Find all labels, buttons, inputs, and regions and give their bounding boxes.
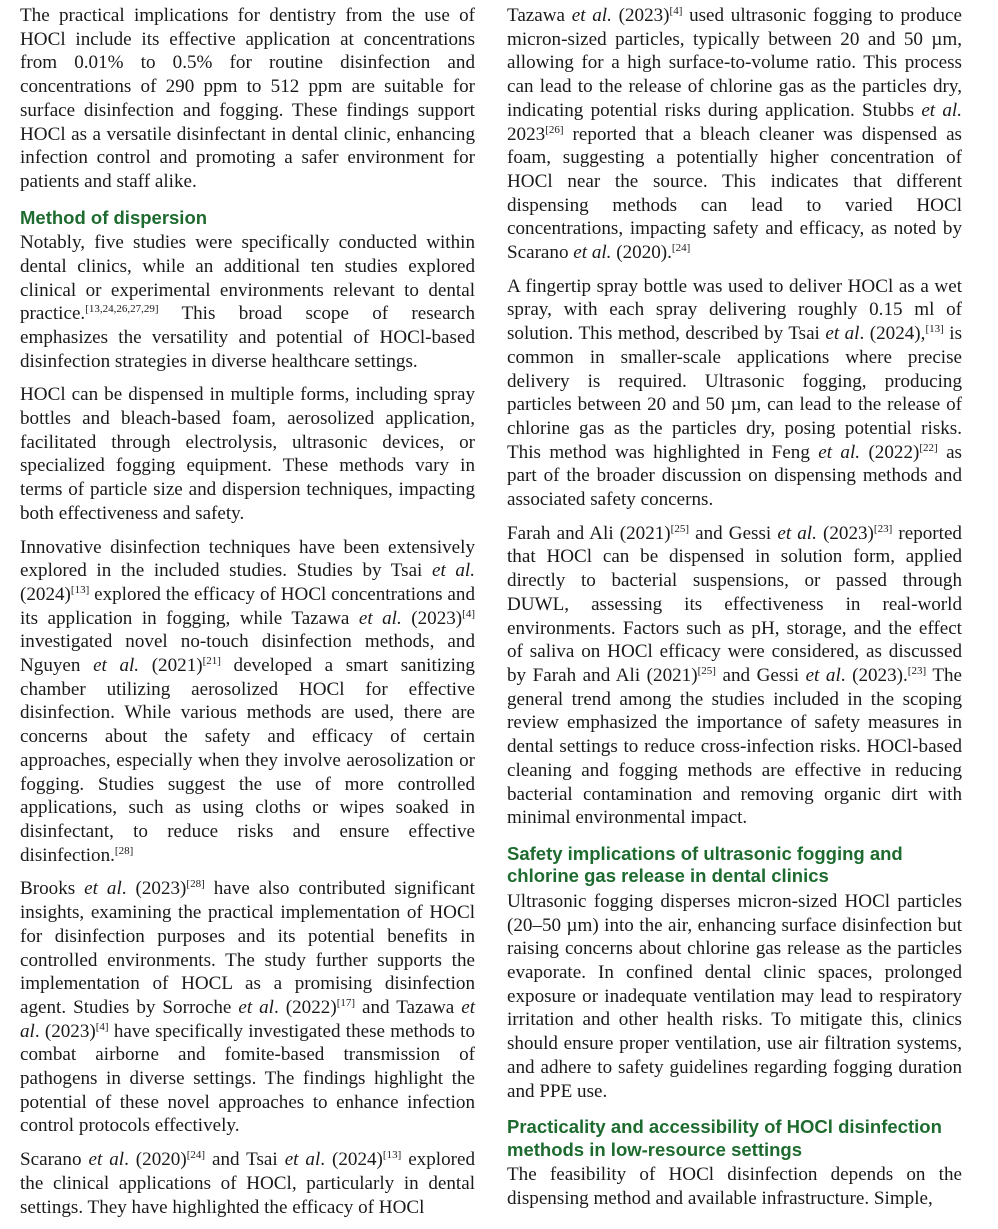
text-run: developed a smart sanitizing chamber utilizing aerosolized HOCl for effective disinfection. While various methods are used, there are concerns about the safety and efficacy of certain approaches, especially when they involve aerosolization or fogging. Studies suggest the use of more controlled applications, such as using cloths or wipes soaked in disinfectant, to reduce risks and ensure effective disinfection.: [20, 655, 475, 866]
citation-reference: [13]: [382, 1149, 402, 1162]
body-paragraph: [507, 4, 962, 265]
citation-reference: [21]: [202, 655, 221, 668]
text-run: Farah and Ali (2021): [507, 522, 671, 544]
citation-reference: [25]: [697, 664, 716, 677]
citation-reference: [25]: [670, 522, 689, 535]
body-paragraph: [20, 4, 475, 194]
text-run: (2023): [401, 607, 463, 629]
body-paragraph: [507, 890, 962, 1103]
text-run: Notably, five studies were specifically conducted within dental clinics, while an additional ten studies explored clinical or experimental environments relevant to dental practice.: [20, 232, 475, 325]
citation-reference: [22]: [919, 441, 938, 454]
italic-text: et al.: [573, 242, 612, 264]
text-run: A fingertip spray bottle was used to deliver HOCl as a wet spray, with each spray delivering roughly 0.15 ml of solution. This method, described by Tsai: [507, 275, 962, 345]
text-run: (2021): [139, 655, 203, 677]
text-run: is common in smaller-scale applications where precise delivery is required. Ultrasonic fogging, producing particles between 20 and 50 µm, can lead to the release of chlorine gas as the particles dry, posing potential risks. This method was highlighted in Feng: [507, 323, 962, 463]
italic-text: et al.: [571, 5, 612, 26]
body-paragraph: [507, 1163, 962, 1210]
text-run: Innovative disinfection techniques have been extensively explored in the included studies. Studies by Tsai: [20, 536, 475, 582]
section-heading: Safety implications of ultrasonic fogging and chlorine gas release in dental clinics: [507, 842, 903, 887]
right-column: [507, 4, 962, 1221]
text-run: HOCl can be dispensed in multiple forms, including spray bottles and bleach-based foam, aerosolized application, facilitated through electrolysis, ultrasonic devices, or specialized fogging equipment. These methods vary in terms of particle size and dispersion techniques, impacting both effectiveness and safety.: [20, 384, 475, 524]
text-run: and Gessi: [688, 522, 778, 544]
text-run: Ultrasonic fogging disperses micron-sized HOCl particles (20–50 µm) into the air, enhancing surface disinfection but raising concerns about chlorine gas release as the particles evaporate. In confined dental clinic spaces, prolonged exposure or inadequate ventilation may lead to respiratory irritation and other health risks. To mitigate this, clinics should ensure proper ventilation, use air filtration systems, and adhere to safety guidelines regarding fogging duration and PPE use.: [507, 890, 962, 1102]
citation-reference: [13]: [925, 323, 944, 336]
italic-text: et al: [805, 664, 841, 686]
text-run: and Tsai: [205, 1149, 285, 1171]
text-run: (2023): [611, 5, 670, 26]
text-run: The general trend among the studies included in the scoping review emphasized the importance of safety measures in dental settings to reduce cross-infection risks. HOCl-based cleaning and fogging methods are effective in reducing bacterial contamination and removing organic dirt with minimal environmental impact.: [507, 664, 962, 829]
text-run: . (2022): [274, 996, 337, 1018]
text-run: The feasibility of HOCl disinfection depends on the dispensing method and available infrastructure. Simple,: [507, 1164, 962, 1209]
text-run: (2024): [20, 583, 71, 605]
text-run: reported that a bleach cleaner was dispensed as foam, suggesting a potentially higher concentration of HOCl near the source. This indicates that different dispensing methods can lead to varied HOCl concentrations, impacting safety and efficacy, as noted by Scarano: [507, 123, 962, 264]
text-run: . (2023): [34, 1020, 96, 1042]
citation-reference: [24]: [186, 1149, 206, 1162]
italic-text: et al.: [818, 441, 861, 463]
italic-text: et al.: [921, 99, 963, 121]
italic-text: et al.: [358, 607, 402, 629]
body-paragraph: [507, 522, 962, 830]
body-paragraph: [20, 877, 475, 1138]
text-run: and Gessi: [715, 664, 806, 686]
italic-text: et al: [825, 323, 860, 345]
citation-reference: [4]: [462, 607, 475, 620]
text-run: reported that HOCl can be dispensed in solution form, applied directly to bacterial suspensions, or passed through DUWL, assessing its effectiveness in real-world environments. Factors such as pH, storage, and the effect of saliva on HOCl efficacy were considered, as discussed by Farah and Ali (2021): [507, 522, 962, 686]
text-run: . (2020): [124, 1149, 187, 1171]
italic-text: et al.: [93, 655, 140, 677]
text-run: as part of the broader discussion on dispensing methods and associated safety concerns.: [507, 441, 962, 511]
citation-reference: [23]: [907, 664, 927, 677]
section-heading: Method of dispersion: [20, 206, 208, 228]
text-run: . (2024),: [859, 323, 926, 345]
citation-reference: [23]: [873, 522, 893, 535]
body-paragraph: [20, 1148, 475, 1219]
body-paragraph: [20, 536, 475, 868]
body-paragraph: [507, 275, 962, 512]
citation-reference: [4]: [669, 5, 683, 17]
text-run: (2023): [816, 522, 874, 544]
body-paragraph: [20, 231, 475, 373]
text-run: Brooks: [20, 878, 85, 900]
citation-reference: [24]: [671, 242, 691, 255]
text-run: Tazawa: [507, 5, 572, 26]
text-run: Scarano: [20, 1149, 89, 1171]
text-run: (2020).: [611, 242, 672, 264]
italic-text: et al: [84, 878, 122, 900]
italic-text: et al: [88, 1149, 125, 1171]
citation-reference: [28]: [114, 844, 134, 857]
text-run: . (2023): [121, 878, 187, 900]
italic-text: et al.: [777, 522, 817, 544]
text-run: have also contributed significant insights, examining the practical implementation of HOCl for disinfection purposes and its potential benefits in controlled environments. The study further supports the implementation of HOCL as a promising disinfection agent. Studies by Sorroche: [20, 878, 475, 1018]
text-run: explored the clinical applications of HOCl, particularly in dental settings. They have highlighted the efficacy of HOCl: [20, 1149, 476, 1218]
italic-text: et al.: [431, 560, 475, 582]
citation-reference: [17]: [336, 996, 356, 1009]
text-run: The practical implications for dentistry from the use of HOCl include its effective application at concentrations from 0.01% to 0.5% for routine disinfection and concentrations of 290 ppm to 512 ppm are suitable for surface disinfection and fogging. These findings support HOCl as a versatile disinfectant in dental clinic, enhancing infection control and promoting a safer environment for patients and staff alike.: [20, 5, 475, 192]
text-run: 2023: [507, 123, 546, 145]
text-run: . (2023).: [840, 664, 908, 686]
text-run: explored the efficacy of HOCl concentrations and its application in fogging, while Tazawa: [20, 583, 475, 629]
citation-reference: [13,24,26,27,29]: [85, 303, 159, 316]
text-run: This broad scope of research emphasizes the versatility and potential of HOCl-based disinfection strategies in diverse healthcare settings.: [20, 303, 475, 372]
text-run: (2022): [860, 441, 920, 463]
text-run: investigated novel no-touch disinfection methods, and Nguyen: [20, 631, 475, 677]
citation-reference: [13]: [70, 583, 90, 596]
text-run: used ultrasonic fogging to produce micron-sized particles, typically between 20 and 50 µm, allowing for a high surface-to-volume ratio. This process can lead to the release of chlorine gas as the particles dry, indicating potential risks during application. Stubbs: [507, 5, 963, 121]
body-paragraph: [20, 383, 475, 525]
text-run: have specifically investigated these methods to combat airborne and fomite-based transmission of pathogens in diverse settings. The findings highlight the potential of these novel approaches to enhance infection control protocols effectively.: [20, 1020, 476, 1137]
italic-text: et al: [284, 1149, 321, 1171]
citation-reference: [26]: [545, 123, 564, 136]
citation-reference: [28]: [186, 878, 205, 891]
italic-text: et al: [238, 996, 274, 1018]
text-run: and Tazawa: [355, 996, 462, 1018]
section-heading: Practicality and accessibility of HOCl disinfection methods in low-resource settings: [507, 1116, 942, 1160]
text-run: . (2024): [320, 1149, 383, 1171]
italic-text: et al: [20, 996, 476, 1042]
left-column: [20, 4, 475, 1229]
citation-reference: [4]: [95, 1020, 109, 1033]
